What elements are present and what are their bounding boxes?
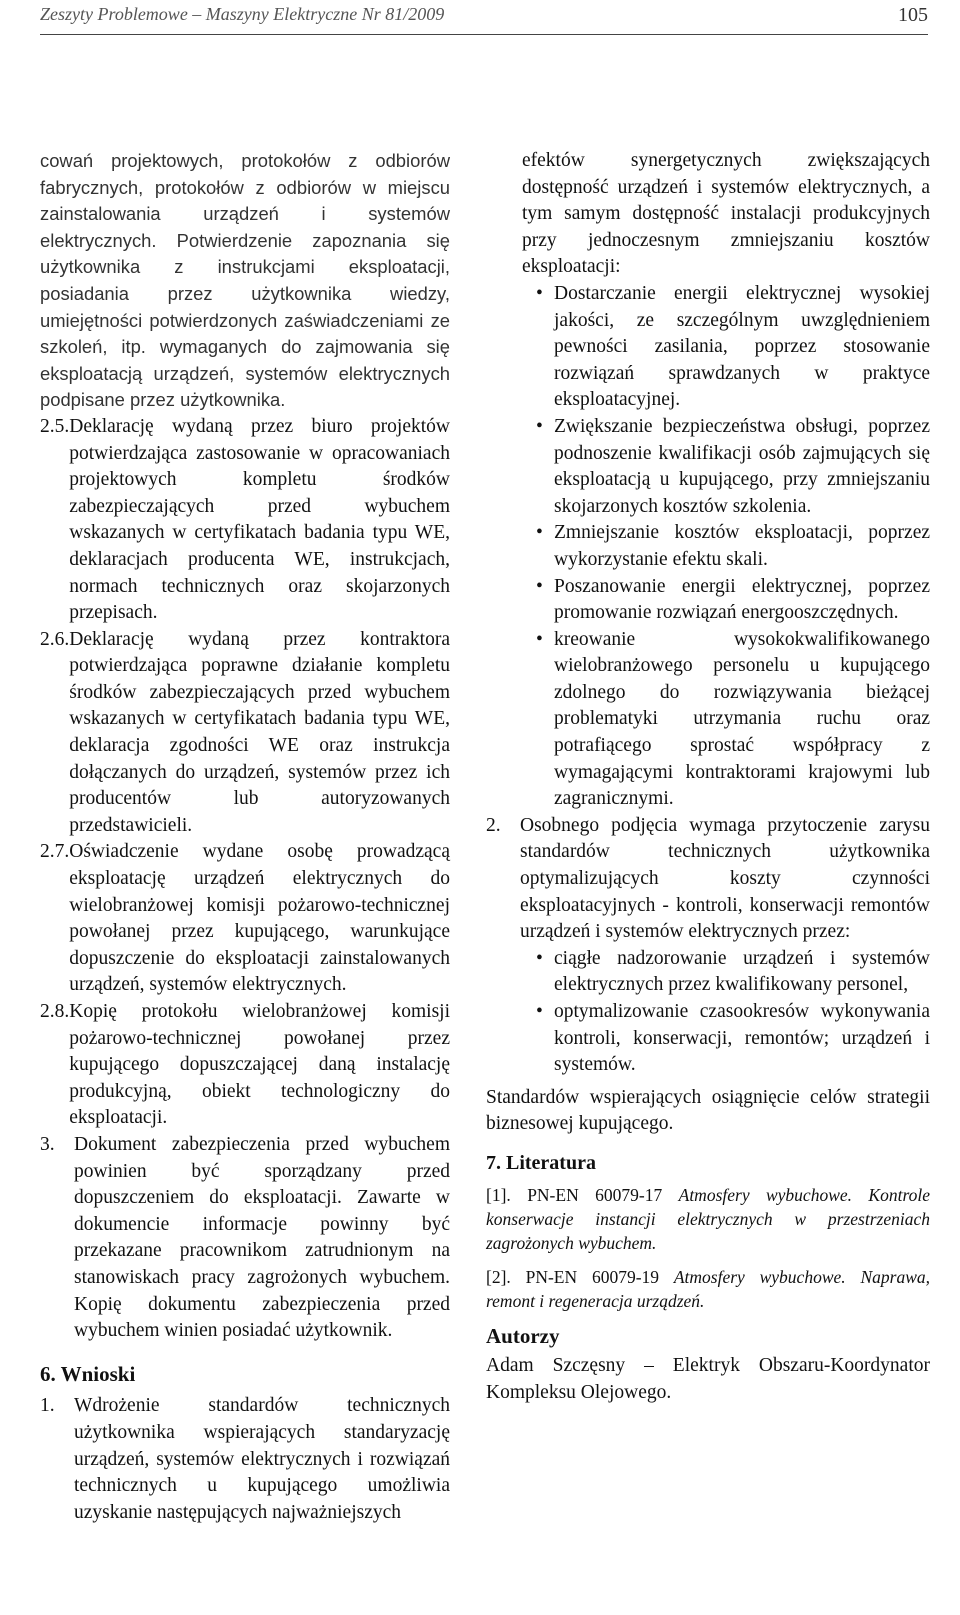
bullet-text: optymalizowanie czasookresów wykonywania kontroli, konserwacji, remontów; urządzeń i systemów. (554, 1001, 930, 1076)
page-number: 105 (898, 4, 928, 26)
bullet-icon: • (536, 628, 543, 650)
bullet-icon: • (536, 575, 543, 597)
item-number: 2.8. (40, 1001, 70, 1022)
reference-2 (486, 1265, 930, 1313)
list-item-2-7 (40, 839, 450, 999)
item-text: Dokument zabezpieczenia przed wybuchem powinien być sporządzany przed dopuszczeniem do eksploatacji. Zawarte w dokumencie informacje powinny być przekazane pracownikom zatrudnionym na stanowiskach pracy zagrożonych wybuchem. Kopię dokumentu zabezpieczenia przed wybuchem winien posiadać użytkownik. (74, 1133, 450, 1342)
conclusion-item-1 (40, 1393, 450, 1526)
list-item-2-5 (40, 414, 450, 627)
item-number: 2. (486, 814, 501, 836)
list-item (522, 520, 930, 573)
bullet-icon: • (536, 282, 543, 304)
list-item (522, 999, 930, 1079)
bullet-text: Zwiększanie bezpieczeństwa obsługi, poprzez podnoszenie kwalifikacji osób zajmujących się eksploatacją u kupującego, przy zmniejszaniu skojarzonych kosztów szkolenia. (554, 415, 930, 517)
list-item-2-8 (40, 999, 450, 1132)
item-number: 3. (40, 1133, 55, 1155)
bullet-icon: • (536, 522, 543, 544)
item-number: 2.6. (40, 628, 70, 650)
section-heading-authors: Autorzy (486, 1323, 560, 1348)
section-heading-literature: 7. Literatura (486, 1151, 596, 1174)
reference-label: [2]. PN-EN 60079-19 (486, 1266, 674, 1287)
list-item (522, 946, 930, 999)
bullet-text: Poszanowanie energii elektrycznej, poprzez promowanie rozwiązań energooszczędnych. (554, 575, 930, 624)
bullet-text: Zmniejszanie kosztów eksploatacji, poprzez wykorzystanie efektu skali. (554, 522, 930, 570)
item-text: Deklarację wydaną przez biuro projektów potwierdzająca zastosowanie w opracowaniach projektowych kompletu środków zabezpieczających przed wybuchem wskazanych w certyfikatach badania typu WE, deklaracjach producenta WE, instrukcjach, normach technicznych oraz skojarzonych przepisach. (69, 415, 450, 624)
right-column (486, 148, 930, 1406)
list-item-2-6 (40, 627, 450, 840)
conclusion-item-2 (486, 813, 930, 946)
item-text: Osobnego podjęcia wymaga przytoczenie zarysu standardów technicznych użytkownika optymalizujących koszty czynności eksploatacyjnych - kontroli, konserwacji remontów urządzeń i systemów elektrycznych przez: (520, 814, 930, 943)
list-item (522, 574, 930, 627)
bullet-text: ciągłe nadzorowanie urządzeń i systemów elektrycznych przez kwalifikowany personel, (554, 947, 930, 996)
item-number: 2.7. (40, 841, 70, 863)
intro-paragraph: cowań projektowych, protokołów z odbiorów fabrycznych, protokołów z odbiorów w miejscu zainstalowania urządzeń i systemów elektrycznych. Potwierdzenie zapoznania się użytkownika z instrukcjami eksploatacji, posiadania przez użytkownika wiedzy, umiejętności potwierdzonych zaświadczeniami ze szkoleń, itp. wymaganych do zajmowania się eksploatacją urządzeń, systemów elektrycznych podpisane przez użytkownika. (40, 150, 450, 411)
item-text: Kopię protokołu wielobranżowej komisji pożarowo-technicznej powołanej przez kupującego dopuszczającej daną instalację produkcyjną, obiekt technologiczny do eksploatacji. (69, 1001, 450, 1129)
effects-intro: efektów synergetycznych zwiększających dostępność urządzeń i systemów elektrycznych, a tym samym dostępność instalacji produkcyjnych przy jednoczesnym zmniejszaniu kosztów eksploatacji: (522, 150, 930, 278)
item-text: Oświadczenie wydane osobę prowadzącą eksploatację urządzeń elektrycznych do wielobranżowej komisji pożarowo-technicznej powołanej przez kupującego, warunkujące dopuszczenie do eksploatacji zainstalowanych urządzeń, systemów elektrycznych. (69, 841, 450, 996)
list-item-3 (40, 1132, 450, 1345)
bullet-text: kreowanie wysokokwalifikowanego wielobranżowego personelu u kupującego zdolnego do rozwiązywania bieżącej problematyki utrzymania ruchu oraz potrafiącego sprostać współpracy z wymagającymi kontraktorami krajowymi lub zagranicznymi. (554, 628, 930, 810)
reference-label: [1]. PN-EN 60079-17 (486, 1184, 679, 1205)
bullet-icon: • (536, 415, 543, 437)
running-header (40, 4, 928, 35)
reference-title: Atmosfery wybuchowe. Naprawa, remont i regeneracja urządzeń. (486, 1266, 930, 1311)
item-text: Deklarację wydaną przez kontraktora potwierdzająca poprawne działanie kompletu środków zabezpieczających przed wybuchem wskazanych w certyfikatach badania typu WE, deklaracja zgodności WE oraz instrukcja dołączanych do urządzeń, systemów przez ich producentów lub autoryzowanych przedstawicieli. (69, 628, 450, 836)
section-heading-conclusions: 6. Wnioski (40, 1361, 136, 1386)
item-number: 1. (40, 1395, 55, 1417)
item-number: 2.5. (40, 415, 70, 437)
journal-title: Zeszyty Problemowe – Maszyny Elektryczne Nr 81/2009 (40, 4, 445, 24)
item-text: Wdrożenie standardów technicznych użytkownika wspierających standaryzację urządzeń, systemów elektrycznych i rozwiązań technicznych u kupującego umożliwia uzyskanie następujących najważniejszych (74, 1395, 450, 1523)
left-column (40, 148, 450, 1526)
effects-bullet-list (522, 281, 930, 813)
closing-paragraph: Standardów wspierających osiągnięcie celów strategii biznesowej kupującego. (486, 1086, 930, 1135)
bullet-icon: • (536, 947, 543, 969)
author-info: Adam Szczęsny – Elektryk Obszaru-Koordynator Kompleksu Olejowego. (486, 1355, 930, 1403)
bullet-text: Dostarczanie energii elektrycznej wysokiej jakości, ze szczególnym uwzględnieniem pewności zasilania, poprzez stosowanie rozwiązań sprawdzanych w praktyce eksploatacyjnej. (554, 282, 930, 411)
reference-1 (486, 1183, 930, 1255)
list-item (522, 414, 930, 520)
list-item (522, 627, 930, 813)
reference-title: Atmosfery wybuchowe. Kontrole konserwacje instancji elektrycznych w przestrzeniach zagrożonych wybuchem. (486, 1184, 930, 1253)
maintenance-bullet-list (522, 946, 930, 1079)
bullet-icon: • (536, 1001, 543, 1022)
list-item (522, 281, 930, 414)
